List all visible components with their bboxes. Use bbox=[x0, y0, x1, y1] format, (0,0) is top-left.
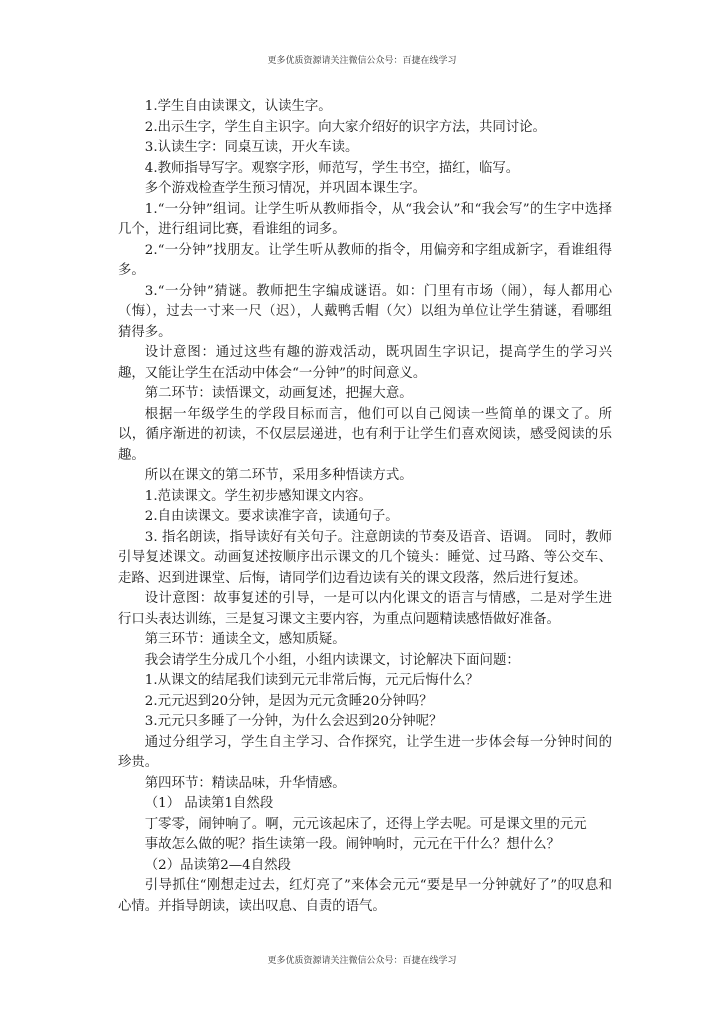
paragraph: 引导抓住“刚想走过去，红灯亮了”来体会元元“要是早一分钟就好了”的叹息和心情。并指导朗读，读出叹息、自责的语气。 bbox=[118, 878, 612, 914]
paragraph: 多个游戏检查学生预习情况，并巩固本课生字。 bbox=[144, 181, 426, 196]
paragraph: 1.范读课文。学生初步感知课文内容。 bbox=[144, 488, 372, 504]
question-item: 1.从课文的结尾我们读到元元非常后悔，元元后悔什么？ bbox=[144, 673, 479, 688]
paragraph: 设计意图：故事复述的引导，一是可以内化课文的语言与情感，二是对学生进行口头表达训练，三是复习课文主要内容，为重点问题精读感悟做好准备。 bbox=[118, 591, 612, 627]
paragraph: 3.认读生字：同桌互读，开火车读。 bbox=[144, 140, 359, 155]
paragraph: 3. 指名朗读，指导读好有关句子。注意朗读的节奏及语音、语调。 同时，教师引导复述课文。动画复述按顺序出示课文的几个镜头：睡觉、过马路、等公交车、走路、迟到进课堂、后悔，请同学们边看边读有关的课文段落，然后进行复述。 bbox=[118, 529, 612, 586]
paragraph: 4.教师指导写字。观察字形，师范写，学生书空，描红，临写。 bbox=[144, 160, 520, 176]
subheading: （1） 品读第1自然段 bbox=[144, 796, 274, 811]
paragraph: 1.学生自由读课文，认读生字。 bbox=[144, 99, 332, 114]
paragraph: 设计意图：通过这些有趣的游戏活动，既巩固生字识记，提高学生的学习兴趣，又能让学生在活动中体会“一分钟”的时间意义。 bbox=[118, 345, 612, 381]
subheading: （2）品读第2—4自然段 bbox=[144, 857, 291, 873]
section-heading: 第三环节：通读全文，感知质疑。 bbox=[144, 632, 346, 647]
paragraph: 1.“一分钟”组词。让学生听从教师指令，从“我会认”和“我会写”的生字中选择几个，进行组词比赛，看谁组的词多。 bbox=[118, 201, 612, 237]
paragraph: 2.自由读课文。要求读准字音，读通句子。 bbox=[144, 509, 399, 524]
paragraph: 3.“一分钟”猜谜。教师把生字编成谜语。如：门里有市场（闹），每人都用心（悔），过去一寸来一尺（迟），人戴鸭舌帽（欠）以组为单位让学生猜谜，看哪组猜得多。 bbox=[118, 283, 612, 340]
question-item: 3.元元只多睡了一分钟，为什么会迟到20分钟呢？ bbox=[144, 714, 443, 729]
paragraph: 2.“一分钟”找朋友。让学生听从教师的指令，用偏旁和字组成新字，看谁组得多。 bbox=[118, 242, 612, 278]
paragraph: 2.出示生字，学生自主识字。向大家介绍好的识字方法，共同讨论。 bbox=[144, 119, 546, 135]
paragraph: 丁零零，闹钟响了。啊，元元该起床了，还得上学去呢。可是课文里的元元 bbox=[144, 816, 587, 832]
section-heading: 第二环节：读悟课文，动画复述，把握大意。 bbox=[144, 386, 413, 401]
question-item: 2.元元迟到20分钟，是因为元元贪睡20分钟吗？ bbox=[144, 693, 433, 709]
paragraph: 根据一年级学生的学段目标而言，他们可以自己阅读一些简单的课文了。所以，循序渐进的初读，不仅层层递进，也有利于让学生们喜欢阅读，感受阅读的乐趣。 bbox=[118, 406, 612, 463]
section-heading: 第四环节：精读品味，升华情感。 bbox=[144, 775, 346, 791]
paragraph: 通过分组学习，学生自主学习、合作探究，让学生进一步体会每一分钟时间的珍贵。 bbox=[118, 734, 612, 770]
paragraph: 我会请学生分成几个小组，小组内读课文，讨论解决下面问题： bbox=[144, 652, 520, 668]
paragraph: 事故怎么做的呢？指生读第一段。闹钟响时，元元在干什么？想什么？ bbox=[144, 837, 560, 852]
paragraph: 所以在课文的第二环节，采用多种悟读方式。 bbox=[144, 468, 413, 483]
page-header: 更多优质资源请关注微信公众号：百捷在线学习 bbox=[267, 56, 457, 66]
page-footer: 更多优质资源请关注微信公众号：百捷在线学习 bbox=[267, 956, 457, 966]
document-body bbox=[118, 97, 612, 917]
